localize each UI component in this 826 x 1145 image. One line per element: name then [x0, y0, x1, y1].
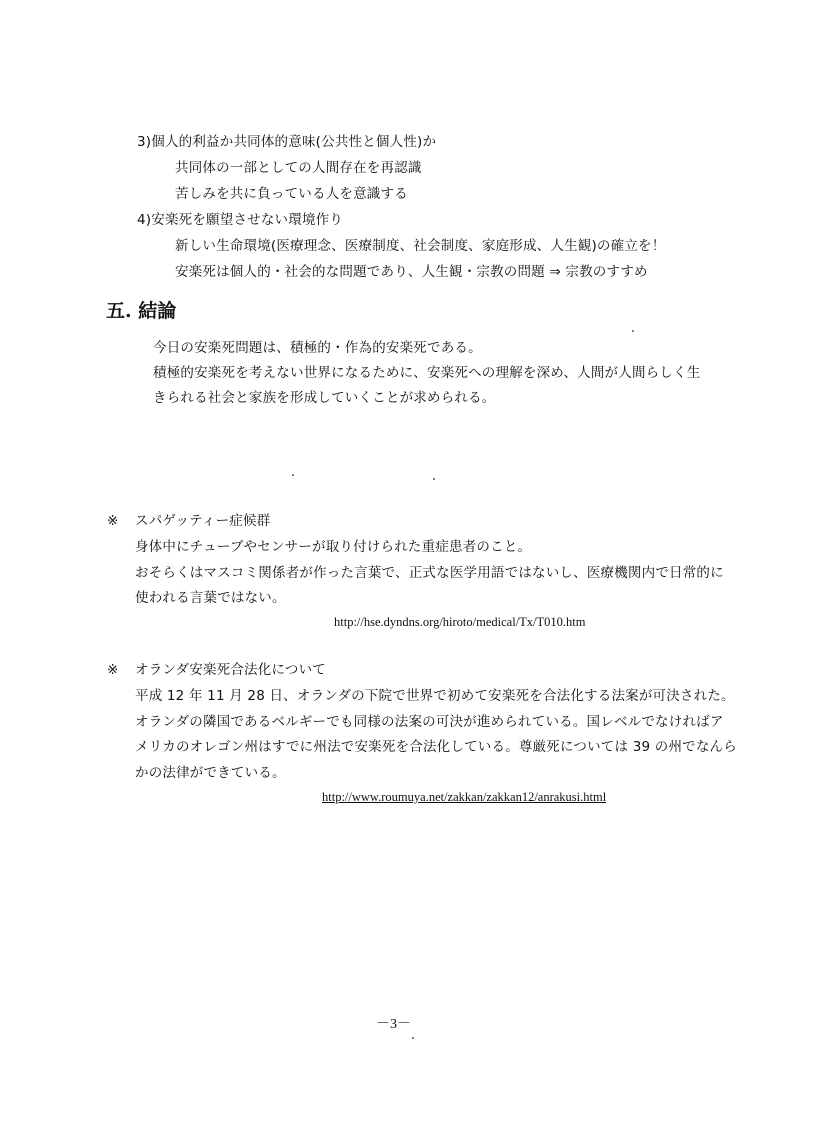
scan-speck: [433, 478, 435, 480]
note-url[interactable]: http://hse.dyndns.org/hiroto/medical/Tx/T010.htm: [334, 615, 586, 629]
note-line: かの法律ができている。: [135, 765, 286, 781]
note-line: メリカのオレゴン州はすでに州法で安楽死を合法化している。尊厳死については 39 の州でなんら: [135, 739, 737, 755]
item-heading: 4)安楽死を願望させない環境作り: [137, 212, 344, 228]
scan-speck: [292, 474, 294, 476]
scan-speck: [412, 1037, 414, 1039]
section-title: 五. 結論: [106, 300, 177, 322]
conclusion-line: きられる社会と家族を形成していくことが求められる。: [153, 390, 496, 406]
note-line: オランダの隣国であるベルギーでも同様の法案の可決が進められている。国レベルでなければア: [135, 714, 724, 730]
item-line: 苦しみを共に負っている人を意識する: [175, 186, 408, 202]
reference-mark-icon: ※: [107, 662, 119, 678]
note-url[interactable]: http://www.roumuya.net/zakkan/zakkan12/anrakusi.html: [322, 790, 607, 804]
item-line: 新しい生命環境(医療理念、医療制度、社会制度、家庭形成、人生観)の確立を！: [175, 238, 666, 254]
conclusion-line: 積極的安楽死を考えない世界になるために、安楽死への理解を深め、人間が人間らしく生: [153, 365, 701, 381]
note-title-text: スパゲッティー症候群: [135, 513, 271, 529]
note-line: 平成 12 年 11 月 28 日、オランダの下院で世界で初めて安楽死を合法化する法案が可決された。: [135, 688, 735, 704]
item-line: 安楽死は個人的・社会的な問題であり、人生観・宗教の問題 ⇒ 宗教のすすめ: [175, 264, 648, 280]
reference-mark-icon: ※: [107, 513, 119, 529]
item-heading: 3)個人的利益か共同体的意味(公共性と個人性)か: [137, 134, 437, 150]
note-title: [107, 513, 270, 529]
item-line: 共同体の一部としての人間存在を再認識: [175, 160, 422, 176]
note-title: [107, 662, 326, 678]
note-line: 身体中にチューブやセンサーが取り付けられた重症患者のこと。: [135, 539, 532, 555]
page-number: －3－: [376, 1017, 411, 1032]
note-line: 使われる言葉ではない。: [135, 590, 286, 606]
scan-speck: [632, 330, 634, 332]
note-title-text: オランダ安楽死合法化について: [135, 662, 326, 678]
note-line: おそらくはマスコミ関係者が作った言葉で、正式な医学用語ではないし、医療機関内で日常的に: [135, 565, 724, 581]
conclusion-line: 今日の安楽死問題は、積極的・作為的安楽死である。: [153, 340, 482, 356]
